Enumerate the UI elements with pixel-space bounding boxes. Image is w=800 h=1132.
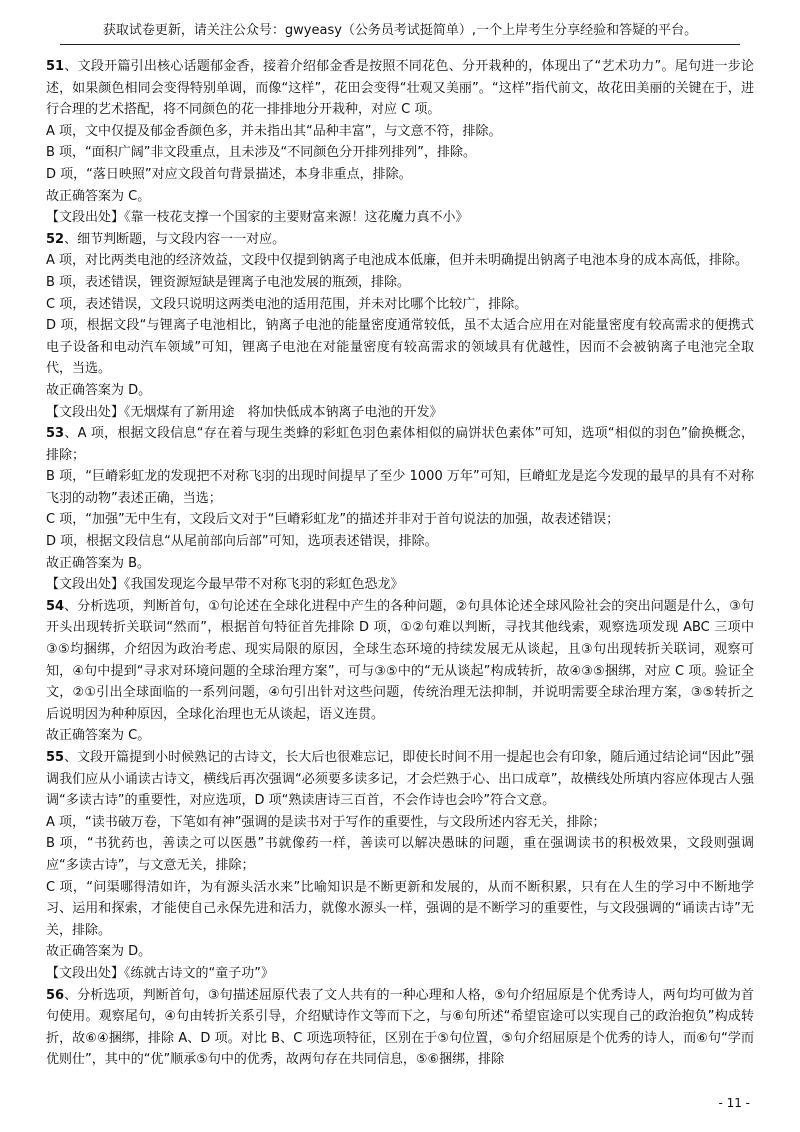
- answer-paragraph: [46, 272, 754, 294]
- paragraph-text: D 项，“落日映照”对应文段首句背景描述，本身非重点，排除。: [46, 166, 412, 182]
- paragraph-text: 【文段出处】《练就古诗文的“童子功”》: [46, 965, 274, 981]
- paragraph-text: A 项，对比两类电池的经济效益，文段中仅提到钠离子电池成本低廉，但并未明确提出钠离子电池本身的成本高低，排除。: [46, 253, 749, 269]
- paragraph-text: 、细节判断题，与文段内容一一对应。: [64, 231, 286, 247]
- paragraph-text: D 项，根据文段“与锂离子电池相比，钠离子电池的能量密度通常较低，虽不太适合应用在对能量密度有较高需求的便携式电子设备和电动汽车领域”可知，锂离子电池在对能量密度有较高需求的领域具有优越性，因而不会被钠离子电池完全取代，当选。: [46, 318, 754, 377]
- question-number: 51: [46, 59, 65, 74]
- answer-paragraph: [46, 574, 754, 596]
- paragraph-text: B 项，“巨嵴彩虹龙的发现把不对称飞羽的出现时间提早了至少 1000 万年”可知，巨嵴虹龙是迄今发现的最早的具有不对称飞羽的动物”表述正确，当选；: [46, 469, 754, 506]
- paragraph-text: 、A 项，根据文段信息“存在着与现生类蜂的彩虹色羽色素体相似的扁饼状色素体”可知，选项“相似的羽色”偷换概念，排除；: [46, 426, 754, 463]
- paragraph-text: 故正确答案为 C。: [46, 188, 151, 204]
- paragraph-text: C 项，表述错误，文段只说明这两类电池的适用范围，并未对比哪个比较广，排除。: [46, 296, 528, 312]
- page-number: - 11 -: [718, 1096, 750, 1110]
- paragraph-text: 、文段开篇提到小时候熟记的古诗文，长大后也很难忘记，即使长时间不用一提起也会有印象，随后通过结论词“因此”强调我们应从小诵读古诗文，横线后再次强调“必须要多读多记，才会烂熟于心、出口成章”，故横线处所填内容应体现古人强调“多读古诗”的重要性，对应选项，D 项“熟读唐诗三百首，不会作诗也会吟”符合文意。: [46, 750, 754, 809]
- answer-paragraph: [46, 596, 754, 726]
- answer-paragraph: [46, 164, 754, 186]
- question-number: 53: [46, 426, 65, 442]
- answer-paragraph: [46, 725, 754, 747]
- answer-paragraph: [46, 250, 754, 272]
- answer-paragraph: [46, 380, 754, 402]
- paragraph-text: 故正确答案为 B。: [46, 555, 151, 571]
- question-number: 52: [46, 231, 65, 247]
- paragraph-text: 故正确答案为 D。: [46, 382, 152, 398]
- paragraph-text: 故正确答案为 D。: [46, 944, 152, 960]
- answer-paragraph: [46, 294, 754, 316]
- paragraph-text: C 项，“问渠哪得清如许，为有源头活水来”比喻知识是不断更新和发展的，从而不断积累，只有在人生的学习中不断地学习、运用和探索，才能使自己永保先进和活力，就像水源头一样，强调的是不断学习的重要性，与文段强调的“诵读古诗”无关，排除。: [46, 879, 754, 938]
- answer-paragraph: [46, 121, 754, 143]
- answer-paragraph: [46, 833, 754, 876]
- answer-paragraph: [46, 553, 754, 575]
- answer-paragraph: [46, 877, 754, 942]
- paragraph-text: 、文段开篇引出核心话题郁金香，接着介绍郁金香是按照不同花色、分开栽种的，体现出了“艺术功力”。尾句进一步论述，如果颜色相同会变得特别单调，而像“这样”，花田会变得“壮观又美丽”。“这样”指代前文，故花田美丽的关键在于，进行合理的艺术搭配，将不同颜色的花一排排地分开栽种，对应 C 项。: [46, 59, 754, 118]
- question-number: 55: [46, 750, 65, 765]
- paragraph-text: 【文段出处】《靠一枝花支撑一个国家的主要财富来源！这花魔力真不小》: [46, 210, 469, 226]
- paragraph-text: 【文段出处】《无烟煤有了新用途 将加快低成本钠离子电池的开发》: [46, 404, 443, 420]
- paragraph-text: 、分析选项，判断首句，①句论述在全球化进程中产生的各种问题，②句具体论述全球风险社会的突出问题是什么，③句开头出现转折关联词“然而”，根据首句特征首先排除 D 项，①②句难以判断，寻找其他线索，观察选项发现 ABC 三项中③⑤均捆绑，介绍因为政治考虑、现实局限的原因，全球生态环境的持续发展无从谈起，且③句出现转折关联词，观察可知，④句中提到“寻求对环境问题的全球治理方案”，可与③⑤中的“无从谈起”构成转折，故④③⑤捆绑，对应 C 项。验证全文，②①引出全球面临的一系列问题，④句引出针对这些问题，传统治理无法抑制，并说明需要全球治理方案，③⑤转折之后说明因为种种原因，全球化治理也无从谈起，语义连贯。: [46, 598, 754, 722]
- answer-paragraph: [46, 963, 754, 985]
- answer-paragraph: [46, 207, 754, 229]
- answer-paragraph: [46, 186, 754, 208]
- answer-paragraph: [46, 941, 754, 963]
- question-number: 56: [46, 987, 65, 1003]
- paragraph-text: B 项，“面积广阔”非文段重点，且未涉及“不同颜色分开排列排列”，排除。: [46, 145, 476, 161]
- page-header: 获取试卷更新，请关注公众号：gwyeasy（公务员考试挺简单）,一个上岸考生分享经验和答疑的平台。: [60, 22, 740, 45]
- answer-paragraph: [46, 985, 754, 1071]
- answer-paragraph: [46, 509, 754, 531]
- answer-content: [46, 56, 754, 1071]
- paragraph-text: 【文段出处】《我国发现迄今最早带不对称飞羽的彩虹色恐龙》: [46, 577, 404, 593]
- paragraph-text: A 项，文中仅提及郁金香颜色多，并未指出其“品种丰富”，与文意不符，排除。: [46, 123, 502, 139]
- answer-paragraph: [46, 402, 754, 424]
- answer-paragraph: [46, 229, 754, 251]
- answer-paragraph: [46, 466, 754, 509]
- paragraph-text: C 项，“加强”无中生有，文段后文对于“巨嵴彩虹龙”的描述并非对于首句说法的加强，故表述错误；: [46, 512, 620, 528]
- answer-paragraph: [46, 56, 754, 121]
- paragraph-text: D 项，根据文段信息“从尾前部向后部”可知，选项表述错误，排除。: [46, 534, 438, 550]
- paragraph-text: B 项，“书犹药也，善读之可以医愚”书就像药一样，善读可以解决愚昧的问题，重在强调读书的积极效果，文段则强调应“多读古诗”，与文意无关，排除；: [46, 836, 754, 873]
- answer-paragraph: [46, 812, 754, 834]
- paragraph-text: B 项，表述错误，锂资源短缺是锂离子电池发展的瓶颈，排除。: [46, 274, 411, 290]
- answer-paragraph: [46, 423, 754, 466]
- answer-paragraph: [46, 315, 754, 380]
- paragraph-text: 、分析选项，判断首句，③句描述屈原代表了文人共有的一种心理和人格，⑤句介绍屈原是个优秀诗人，两句均可做为首句使用。观察尾句，④句由转折关系引导，介绍赋诗作文等而下之，与⑥句所述“希望宦途可以实现自己的政治抱负”构成转折，故⑥④捆绑，排除 A、D 项。对比 B、C 项选项特征，区别在于⑤句位置，⑤句介绍屈原是个优秀的诗人，而⑥句“学而优则仕”，其中的“优”顺承⑤句中的优秀，故两句存在共同信息，⑤⑥捆绑，排除: [46, 987, 754, 1068]
- question-number: 54: [46, 598, 65, 614]
- answer-paragraph: [46, 531, 754, 553]
- paragraph-text: A 项，“读书破万卷，下笔如有神”强调的是读书对于写作的重要性，与文段所述内容无关，排除；: [46, 814, 606, 830]
- answer-paragraph: [46, 747, 754, 812]
- answer-paragraph: [46, 142, 754, 164]
- paragraph-text: 故正确答案为 C。: [46, 728, 151, 744]
